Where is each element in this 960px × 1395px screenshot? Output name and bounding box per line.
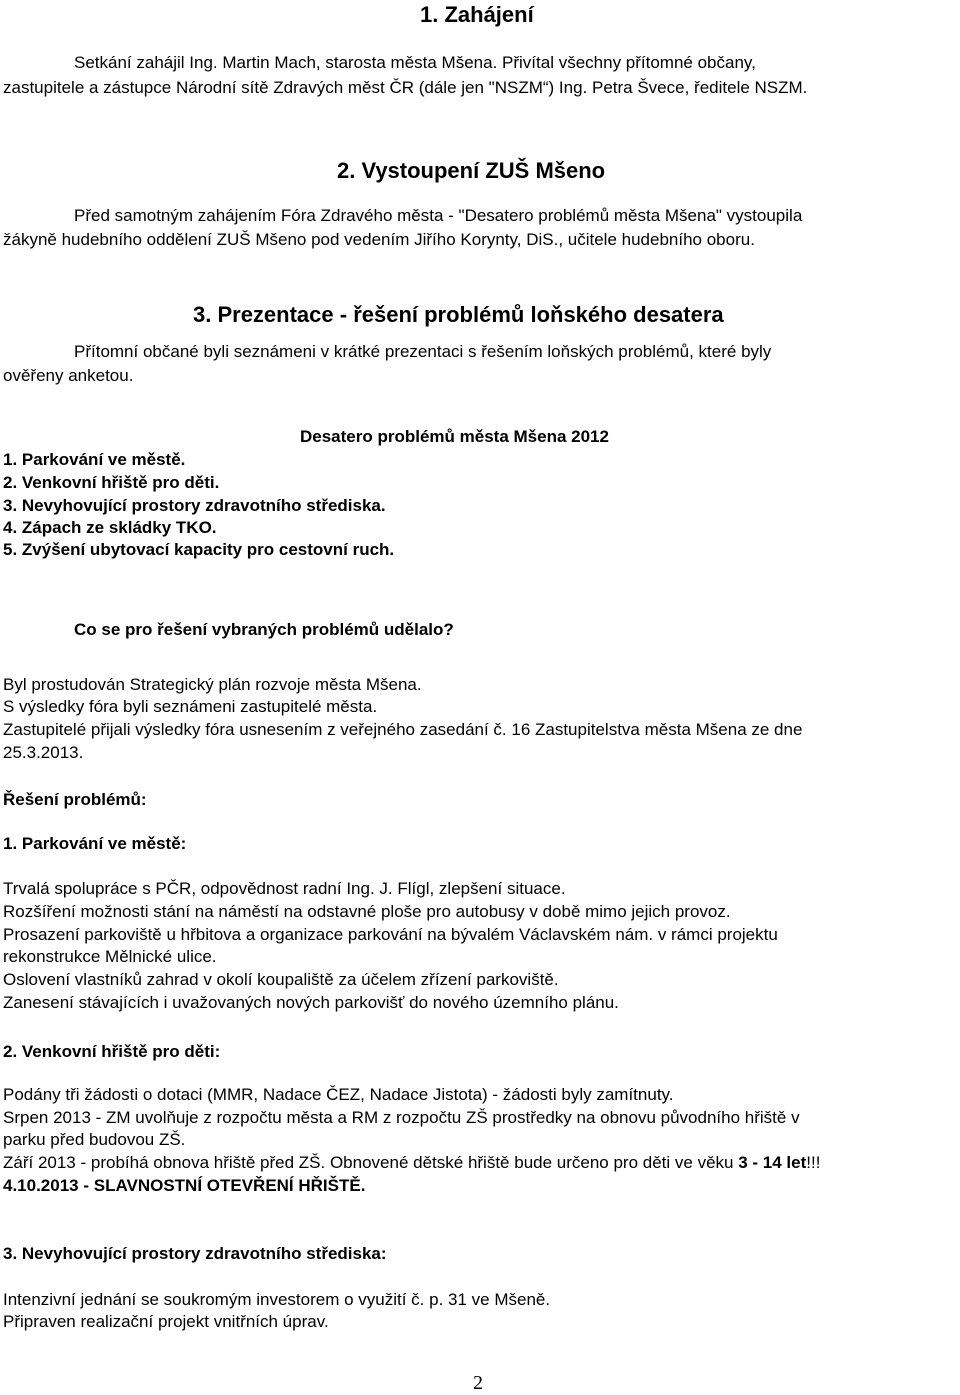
playground-heading: 2. Venkovní hřiště pro děti: <box>3 1042 221 1061</box>
question-heading: Co se pro řešení vybraných problémů udělalo? <box>74 620 454 639</box>
desatero-item: 1. Parkování ve městě. <box>3 450 186 469</box>
desatero-item: 3. Nevyhovující prostory zdravotního střediska. <box>3 496 386 515</box>
desatero-title: Desatero problémů města Mšena 2012 <box>300 427 609 446</box>
section-3-paragraph-line: ověřeny anketou. <box>3 366 134 385</box>
done-line: Byl prostudován Strategický plán rozvoje města Mšena. <box>3 675 422 694</box>
playground-line-text: Září 2013 - probíhá obnova hřiště před ZŠ. Obnovené dětské hřiště bude určeno pro děti ve věku <box>3 1153 739 1172</box>
section-3-paragraph-line: Přítomní občané byli seznámeni v krátké prezentaci s řešením loňských problémů, které byly <box>74 342 772 361</box>
playground-line: parku před budovou ZŠ. <box>3 1130 186 1149</box>
health-line: Intenzivní jednání se soukromým investorem o využití č. p. 31 ve Mšeně. <box>3 1290 551 1309</box>
section-3-heading: 3. Prezentace - řešení problémů loňského desatera <box>193 302 724 327</box>
age-range: 3 - 14 let <box>738 1153 807 1172</box>
playground-line: Srpen 2013 - ZM uvolňuje z rozpočtu města a RM z rozpočtu ZŠ prostředky na obnovu původního hřiště v <box>3 1108 800 1127</box>
parking-line: rekonstrukce Mělnické ulice. <box>3 947 217 966</box>
solutions-heading: Řešení problémů: <box>3 790 147 809</box>
health-heading: 3. Nevyhovující prostory zdravotního střediska: <box>3 1244 387 1263</box>
parking-line: Zanesení stávajících i uvažovaných nových parkovišť do nového územního plánu. <box>3 993 619 1012</box>
health-line: Připraven realizační projekt vnitřních úprav. <box>3 1312 329 1331</box>
parking-line: Rozšíření možnosti stání na náměstí na odstavné ploše pro autobusy v době mimo jejich provoz. <box>3 902 731 921</box>
parking-line: Prosazení parkoviště u hřbitova a organizace parkování na bývalém Václavském nám. v rámci projektu <box>3 925 778 944</box>
playground-line: Podány tři žádosti o dotaci (MMR, Nadace ČEZ, Nadace Jistota) - žádosti byly zamítnuty. <box>3 1085 674 1104</box>
done-line: 25.3.2013. <box>3 743 84 762</box>
section-2-paragraph-line: Před samotným zahájením Fóra Zdravého města - "Desatero problémů města Mšena" vystoupila <box>74 206 803 225</box>
parking-line: Trvalá spolupráce s PČR, odpovědnost radní Ing. J. Flígl, zlepšení situace. <box>3 879 566 898</box>
desatero-item: 5. Zvýšení ubytovací kapacity pro cestovní ruch. <box>3 540 395 559</box>
parking-line: Oslovení vlastníků zahrad v okolí koupaliště za účelem zřízení parkoviště. <box>3 970 559 989</box>
desatero-item: 4. Zápach ze skládky TKO. <box>3 518 217 537</box>
exclamation: !!! <box>806 1153 821 1172</box>
section-1-heading: 1. Zahájení <box>420 2 534 27</box>
playground-opening-line: 4.10.2013 - SLAVNOSTNÍ OTEVŘENÍ HŘIŠTĚ. <box>3 1176 366 1195</box>
desatero-item: 2. Venkovní hřiště pro děti. <box>3 473 220 492</box>
parking-heading: 1. Parkování ve městě: <box>3 834 187 853</box>
playground-line <box>3 1153 820 1173</box>
section-2-paragraph-line: žákyně hudebního oddělení ZUŠ Mšeno pod vedením Jiřího Korynty, DiS., učitele hudebního oboru. <box>3 230 755 249</box>
done-line: S výsledky fóra byli seznámeni zastupitelé města. <box>3 697 378 716</box>
section-1-paragraph-line: Setkání zahájil Ing. Martin Mach, starosta města Mšena. Přivítal všechny přítomné občany, <box>74 53 756 72</box>
page-number: 2 <box>473 1372 483 1394</box>
done-line: Zastupitelé přijali výsledky fóra usnesením z veřejného zasedání č. 16 Zastupitelstva města Mšena ze dne <box>3 720 803 739</box>
section-1-paragraph-line: zastupitele a zástupce Národní sítě Zdravých měst ČR (dále jen "NSZM“) Ing. Petra Švece, ředitele NSZM. <box>3 78 808 97</box>
section-2-heading: 2. Vystoupení ZUŠ Mšeno <box>337 158 606 183</box>
